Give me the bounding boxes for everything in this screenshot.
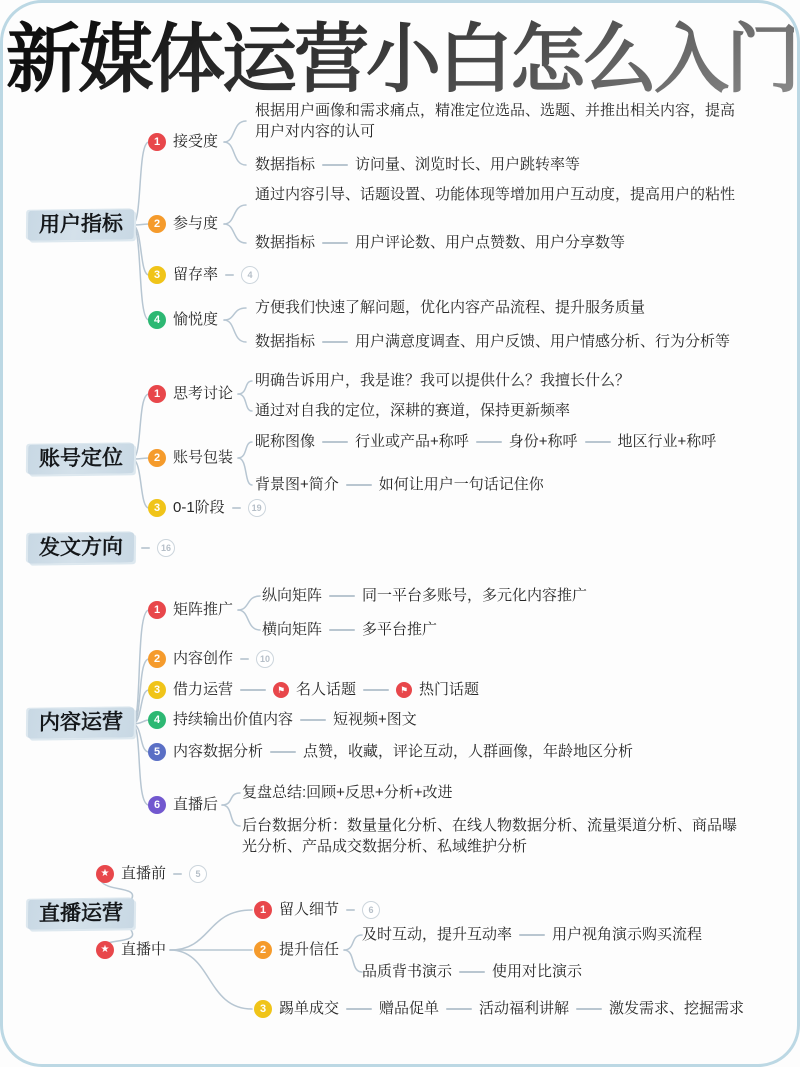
node-engagement[interactable] xyxy=(148,214,218,234)
metric-value: 用户评论数、用户点赞数、用户分享数等 xyxy=(355,234,626,251)
chain-item: 激发需求、挖掘需求 xyxy=(609,1000,745,1017)
chain-item: 行业或产品+称呼 xyxy=(355,433,469,450)
note-text: 复盘总结:回顾+反思+分析+改进 xyxy=(242,784,453,801)
flag-icon: ⚑ xyxy=(396,682,412,698)
connector-dash xyxy=(446,1008,472,1010)
connector-dash xyxy=(585,441,611,443)
connector-dash xyxy=(346,1008,372,1010)
collapsed-count-badge[interactable]: 6 xyxy=(362,901,380,919)
node-account-packaging[interactable] xyxy=(148,448,233,468)
node-stage-0-1[interactable] xyxy=(148,498,266,518)
node-label[interactable]: 矩阵推广 xyxy=(173,601,234,618)
chain-item: 如何让用户一句话记住你 xyxy=(378,476,544,493)
collapsed-count-badge[interactable]: 19 xyxy=(248,499,266,517)
number-badge-3: 3 xyxy=(254,1000,272,1018)
connector-dash xyxy=(232,507,241,509)
section-label[interactable]: 用户指标 xyxy=(28,209,134,240)
connector-dash xyxy=(346,484,372,486)
number-badge-1: 1 xyxy=(254,901,272,919)
node-label[interactable]: 留人细节 xyxy=(279,901,340,918)
chain-item: 同一平台多账号，多元化内容推广 xyxy=(362,587,588,604)
chain-item: 活动福利讲解 xyxy=(479,1000,570,1017)
number-badge-5: 5 xyxy=(148,743,166,761)
chain-item: 及时互动，提升互动率 xyxy=(362,926,513,943)
node-acceptance[interactable] xyxy=(148,132,218,152)
node-metric-delight[interactable] xyxy=(255,332,730,352)
node-build-trust[interactable] xyxy=(254,940,339,960)
node-label[interactable]: 留存率 xyxy=(173,266,219,283)
node-retention[interactable] xyxy=(148,265,259,285)
node-note-engagement[interactable]: 通过内容引导、话题设置、功能体现等增加用户互动度，提高用户的粘性 xyxy=(255,186,736,203)
chain-item: 用户视角演示购买流程 xyxy=(552,926,703,943)
node-section-account-positioning[interactable] xyxy=(28,444,134,474)
chain-item: 多平台推广 xyxy=(362,621,438,638)
note-text: 方便我们快速了解问题，优化内容产品流程、提升服务质量 xyxy=(255,299,646,316)
collapsed-count-badge[interactable]: 16 xyxy=(157,539,175,557)
node-content-creation[interactable] xyxy=(148,649,274,669)
node-label[interactable]: 直播中 xyxy=(121,941,167,958)
node-label[interactable]: 愉悦度 xyxy=(173,311,219,328)
number-badge-4: 4 xyxy=(148,711,166,729)
number-badge-1: 1 xyxy=(148,133,166,151)
section-label[interactable]: 内容运营 xyxy=(28,707,134,738)
connector-dash xyxy=(322,164,348,166)
chain-item: 赠品促单 xyxy=(379,1000,440,1017)
star-icon: ★ xyxy=(96,865,114,883)
node-section-live-operations[interactable] xyxy=(28,899,134,929)
connector-dash xyxy=(329,629,355,631)
metric-label: 数据指标 xyxy=(255,333,316,350)
node-label[interactable]: 思考讨论 xyxy=(173,385,234,402)
connector-dash xyxy=(173,873,182,875)
node-metric-acceptance[interactable] xyxy=(255,155,580,175)
node-section-content-operations[interactable] xyxy=(28,708,134,738)
collapsed-count-badge[interactable]: 5 xyxy=(189,865,207,883)
node-review-summary[interactable] xyxy=(242,783,452,803)
node-chain-background[interactable] xyxy=(255,475,544,495)
collapsed-count-badge[interactable]: 4 xyxy=(241,266,259,284)
node-before-live[interactable] xyxy=(96,864,207,884)
flag-icon: ⚑ xyxy=(273,682,289,698)
number-badge-3: 3 xyxy=(148,499,166,517)
connector-dash xyxy=(240,689,266,691)
number-badge-2: 2 xyxy=(148,215,166,233)
note-text: 通过对自我的定位，深耕的赛道，保持更新频率 xyxy=(255,402,571,419)
node-label[interactable]: 热门话题 xyxy=(419,681,480,698)
number-badge-1: 1 xyxy=(148,385,166,403)
node-think-discuss[interactable] xyxy=(148,384,233,404)
node-label[interactable]: 内容创作 xyxy=(173,650,234,667)
node-backend-analysis[interactable]: 后台数据分析：数量量化分析、在线人物数据分析、流量渠道分析、商品曝光分析、产品成交数据分析、私域维护分析 xyxy=(242,817,738,855)
node-content-data-analysis[interactable] xyxy=(148,742,633,762)
connector-dash xyxy=(576,1008,602,1010)
chain-item: 品质背书演示 xyxy=(362,963,453,980)
connector-dash xyxy=(346,909,355,911)
connector-dash xyxy=(300,719,326,721)
node-label[interactable]: 名人话题 xyxy=(296,681,357,698)
node-label[interactable]: 内容数据分析 xyxy=(173,743,264,760)
chain-item: 短视频+图文 xyxy=(333,711,417,728)
chain-item: 点赞，收藏，评论互动，人群画像，年龄地区分析 xyxy=(303,743,634,760)
number-badge-6: 6 xyxy=(148,796,166,814)
node-label[interactable]: 账号包装 xyxy=(173,449,234,466)
connector-dash xyxy=(322,441,348,443)
number-badge-4: 4 xyxy=(148,311,166,329)
connector-dash xyxy=(240,658,249,660)
note-text: 明确告诉用户，我是谁？我可以提供什么？我擅长什么？ xyxy=(255,372,631,389)
star-icon: ★ xyxy=(96,941,114,959)
chain-item: 纵向矩阵 xyxy=(262,587,323,604)
node-chain-horizontal-matrix[interactable] xyxy=(262,620,437,640)
node-after-live[interactable] xyxy=(148,795,218,815)
node-note-think-1[interactable] xyxy=(255,371,630,391)
number-badge-2: 2 xyxy=(148,449,166,467)
node-label[interactable]: 持续输出价值内容 xyxy=(173,711,294,728)
node-section-user-metrics[interactable] xyxy=(28,210,134,240)
connector-dash xyxy=(322,341,348,343)
page-title: 新媒体运营小白怎么入门 xyxy=(6,0,794,107)
node-note-acceptance[interactable]: 根据用户画像和需求痛点，精准定位选品、选题、并推出相关内容，提高用户对内容的认可 xyxy=(255,102,736,140)
metric-label: 数据指标 xyxy=(255,156,316,173)
node-label[interactable]: 借力运营 xyxy=(173,681,234,698)
connector-dash xyxy=(270,751,296,753)
connector-dash xyxy=(476,441,502,443)
node-label[interactable]: 接受度 xyxy=(173,133,219,150)
node-note-think-2[interactable] xyxy=(255,401,570,421)
chain-item: 昵称图像 xyxy=(255,433,316,450)
connector-dash xyxy=(459,971,485,973)
connector-dash xyxy=(322,242,348,244)
node-matrix-promotion[interactable] xyxy=(148,600,233,620)
connector-dash xyxy=(519,934,545,936)
collapsed-count-badge[interactable]: 10 xyxy=(256,650,274,668)
connector-dash xyxy=(329,595,355,597)
metric-value: 用户满意度调查、用户反馈、用户情感分析、行为分析等 xyxy=(355,333,731,350)
chain-item: 背景图+简介 xyxy=(255,476,339,493)
chain-item: 身份+称呼 xyxy=(508,433,578,450)
node-retain-details[interactable] xyxy=(254,900,380,920)
node-label[interactable]: 直播前 xyxy=(121,865,167,882)
metric-label: 数据指标 xyxy=(255,234,316,251)
number-badge-1: 1 xyxy=(148,601,166,619)
chain-item: 横向矩阵 xyxy=(262,621,323,638)
connector-dash xyxy=(225,274,234,276)
number-badge-2: 2 xyxy=(148,650,166,668)
node-chain-nickname[interactable] xyxy=(255,432,716,452)
node-during-live[interactable] xyxy=(96,940,166,960)
node-continuous-value-content[interactable] xyxy=(148,710,417,730)
metric-value: 访问量、浏览时长、用户跳转率等 xyxy=(355,156,581,173)
node-chain-vertical-matrix[interactable] xyxy=(262,586,587,606)
connector-dash xyxy=(141,547,150,549)
section-label[interactable]: 直播运营 xyxy=(28,898,134,929)
node-leverage-operations[interactable] xyxy=(148,680,479,700)
node-delight[interactable] xyxy=(148,310,218,330)
number-badge-3: 3 xyxy=(148,266,166,284)
node-section-publishing-direction[interactable] xyxy=(28,533,175,563)
node-note-delight[interactable] xyxy=(255,298,645,318)
connector-dash xyxy=(363,689,389,691)
number-badge-2: 2 xyxy=(254,941,272,959)
section-label[interactable]: 账号定位 xyxy=(28,443,134,474)
node-label[interactable]: 参与度 xyxy=(173,215,219,232)
number-badge-3: 3 xyxy=(148,681,166,699)
node-close-deal[interactable] xyxy=(254,999,744,1019)
chain-item: 使用对比演示 xyxy=(492,963,583,980)
node-metric-engagement[interactable] xyxy=(255,233,625,253)
section-label[interactable]: 发文方向 xyxy=(28,532,134,563)
node-label[interactable]: 踢单成交 xyxy=(279,1000,340,1017)
chain-item: 地区行业+称呼 xyxy=(617,433,717,450)
node-label[interactable]: 直播后 xyxy=(173,796,219,813)
node-chain-timely-interaction[interactable] xyxy=(362,925,702,945)
node-label[interactable]: 提升信任 xyxy=(279,941,340,958)
node-label[interactable]: 0-1阶段 xyxy=(173,499,225,516)
node-chain-quality-endorsement[interactable] xyxy=(362,962,582,982)
